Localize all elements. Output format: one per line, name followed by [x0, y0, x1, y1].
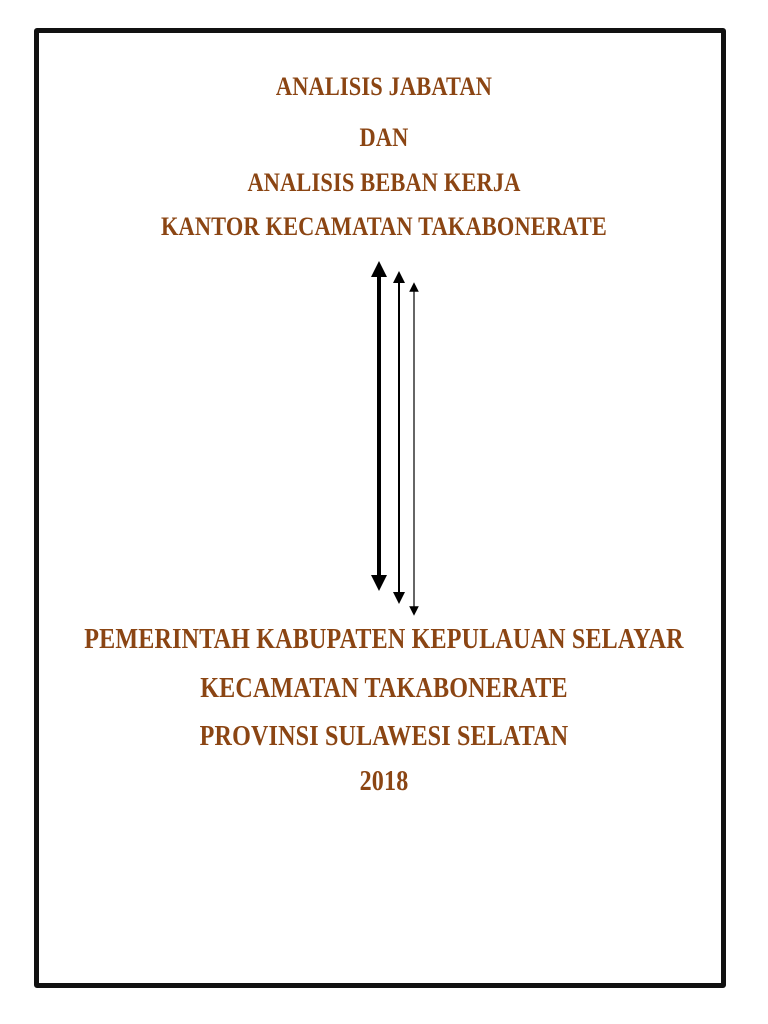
footer-line-2: KECAMATAN TAKABONERATE — [200, 673, 568, 704]
footer-line-3: PROVINSI SULAWESI SELATAN — [199, 721, 569, 752]
vertical-arrows — [360, 255, 430, 620]
footer-line-1: PEMERINTAH KABUPATEN KEPULAUAN SELAYAR — [84, 624, 684, 655]
title-line-1: ANALISIS JABATAN — [275, 72, 493, 101]
footer-line-4: 2018 — [359, 766, 409, 797]
title-line-4: KANTOR KECAMATAN TAKABONERATE — [160, 212, 608, 241]
title-line-3: ANALISIS BEBAN KERJA — [247, 168, 521, 197]
title-line-2: DAN — [359, 123, 409, 152]
